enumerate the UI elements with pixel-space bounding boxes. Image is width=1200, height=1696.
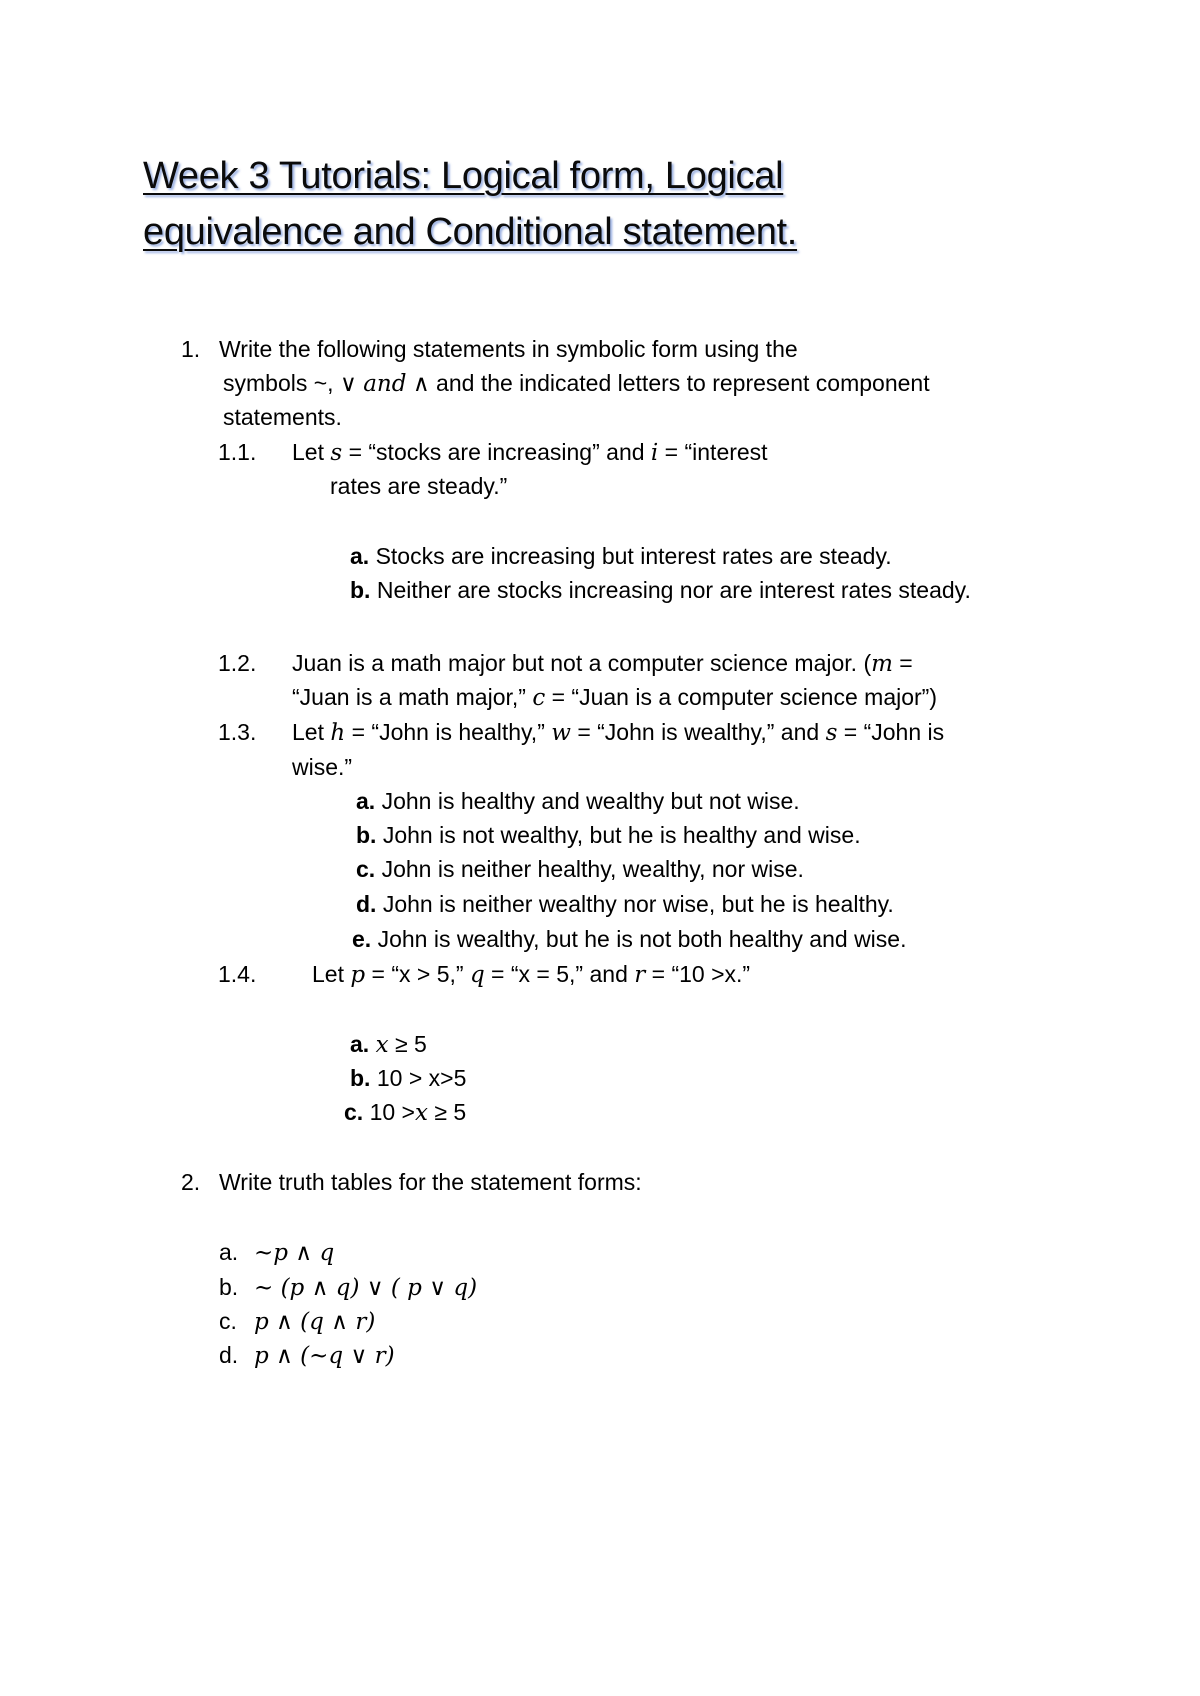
- question-2-item-d-letter: d.: [219, 1342, 239, 1368]
- question-2-item-a-letter: a.: [219, 1239, 239, 1265]
- subquestion-1-4-item-b: b. 10 > x>5: [350, 1065, 467, 1091]
- subquestion-1-1-number: 1.1.: [218, 439, 257, 465]
- question-2-number: 2.: [181, 1169, 201, 1195]
- subquestion-1-2-number: 1.2.: [218, 650, 257, 676]
- question-2-item-d-expression: p ∧ (~q ∨ r): [254, 1343, 395, 1369]
- subquestion-1-1-item-a: a. Stocks are increasing but interest rates are steady.: [350, 543, 892, 569]
- subquestion-1-3-item-e: e. John is wealthy, but he is not both healthy and wise.: [352, 926, 907, 952]
- question-2-item-b-expression: ~ (p ∧ q) ∨ ( p ∨ q): [254, 1275, 478, 1301]
- subquestion-1-3-item-d: d. John is neither wealthy nor wise, but he is healthy.: [356, 891, 894, 917]
- subquestion-1-4-number: 1.4.: [218, 961, 257, 987]
- subquestion-1-3-item-b: b. John is not wealthy, but he is healthy and wise.: [356, 822, 861, 848]
- question-2-text: Write truth tables for the statement forms:: [219, 1169, 642, 1195]
- question-2-item-b-letter: b.: [219, 1274, 239, 1300]
- question-2-item-c-letter: c.: [219, 1308, 237, 1334]
- subquestion-1-2-line-2: “Juan is a math major,” c = “Juan is a computer science major”): [292, 684, 937, 711]
- subquestion-1-3-number: 1.3.: [218, 719, 257, 745]
- subquestion-1-4-line-1: Let p = “x > 5,” q = “x = 5,” and r = “10 >x.”: [312, 961, 751, 988]
- subquestion-1-3-item-a: a. John is healthy and wealthy but not wise.: [356, 788, 800, 814]
- subquestion-1-4-item-c: c. 10 >x ≥ 5: [344, 1099, 467, 1126]
- subquestion-1-2-line-1: Juan is a math major but not a computer science major. (m =: [292, 650, 913, 677]
- title-line-1: Week 3 Tutorials: Logical form, Logical: [143, 155, 784, 197]
- subquestion-1-4-item-a: a. x ≥ 5: [350, 1031, 427, 1058]
- subquestion-1-3-line-1: Let h = “John is healthy,” w = “John is wealthy,” and s = “John is: [292, 719, 945, 746]
- question-2-item-c-expression: p ∧ (q ∧ r): [254, 1309, 376, 1335]
- question-2-item-a-expression: ~p ∧ q: [254, 1240, 335, 1266]
- title-line-2: equivalence and Conditional statement.: [143, 211, 798, 253]
- question-1-number: 1.: [181, 336, 201, 362]
- question-1-line-1: Write the following statements in symbolic form using the: [219, 336, 798, 362]
- document-title: [143, 148, 1043, 260]
- question-1-line-3: statements.: [223, 404, 342, 430]
- subquestion-1-3-item-c: c. John is neither healthy, wealthy, nor wise.: [356, 856, 804, 882]
- subquestion-1-3-line-2: wise.”: [292, 754, 353, 780]
- subquestion-1-1-item-b: b. Neither are stocks increasing nor are interest rates steady.: [350, 577, 971, 603]
- subquestion-1-1-line-2: rates are steady.”: [330, 473, 508, 499]
- subquestion-1-1-line-1: Let s = “stocks are increasing” and i = “interest: [292, 439, 768, 466]
- question-1-line-2: symbols ~, ∨ and ∧ and the indicated letters to represent component: [223, 370, 930, 397]
